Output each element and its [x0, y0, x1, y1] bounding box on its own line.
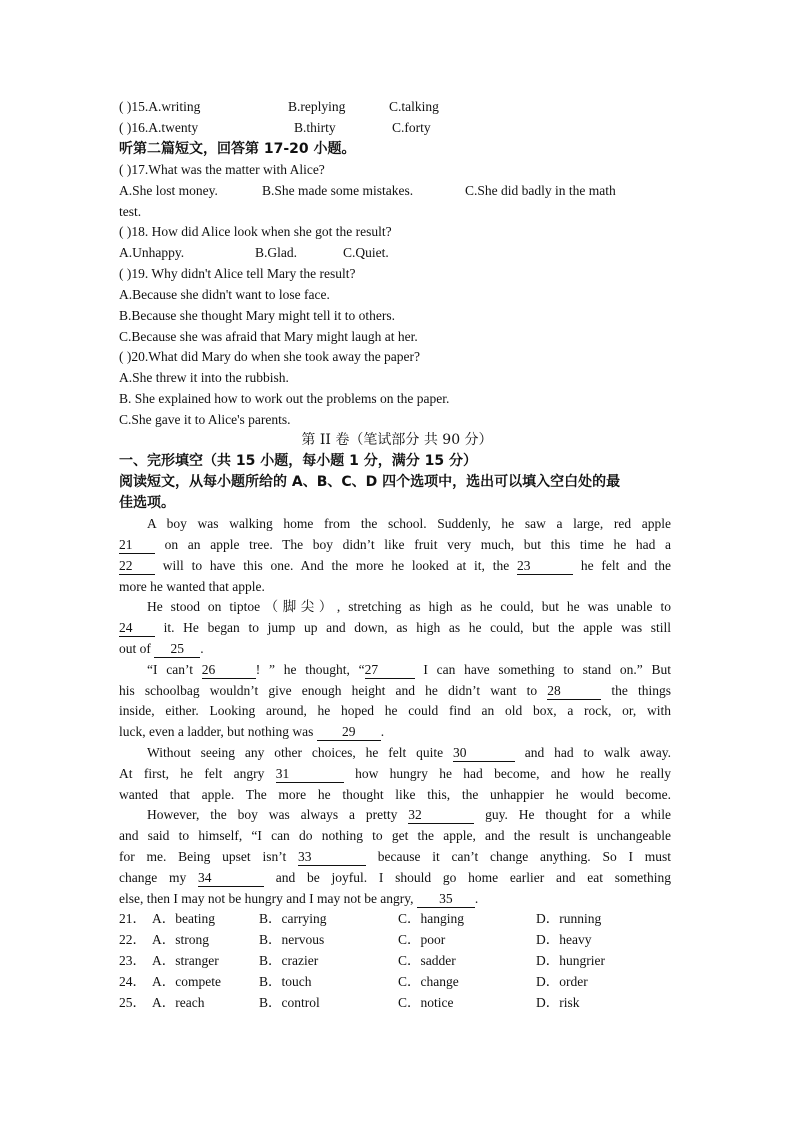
option-number: 21． [119, 911, 146, 926]
passage-line: else, then I may not be hungry and I may not be angry, 35 . [119, 891, 479, 906]
question-17-options [119, 181, 616, 201]
blank-26: 26 [202, 662, 256, 679]
question-20-stem: ( )20.What did Mary do when she took away the paper? [119, 349, 421, 364]
option-a: A.She threw it into the rubbish. [119, 370, 289, 385]
passage-line: 22 will to have this one. And the more he looked at it, the 23 he felt and the [119, 558, 671, 573]
option-a: A．reach [152, 995, 205, 1010]
option-b: B.replying [288, 99, 346, 114]
passage-line: wanted that apple. The more he thought like this, the unhappier he would become. [119, 787, 671, 802]
section-title: 第 II 卷（笔试部分 共 90 分） [301, 432, 493, 448]
option-number: 25． [119, 995, 146, 1010]
option-a: A．strong [152, 932, 209, 947]
option-a: A.Because she didn't want to lose face. [119, 287, 330, 302]
passage-line: more he wanted that apple. [119, 579, 265, 594]
passage-line: and said to himself, “I can do nothing to get the apple, and the result is unchangeable [119, 828, 671, 843]
passage-line: out of 25 . [119, 641, 204, 656]
blank-32: 32 [408, 807, 474, 824]
option-c: C.Because she was afraid that Mary might laugh at her. [119, 329, 418, 344]
option-number: 22． [119, 932, 146, 947]
option-b: B．carrying [259, 911, 327, 926]
blank-23: 23 [517, 558, 573, 575]
blank-22: 22 [119, 558, 155, 575]
options-row-21 [119, 909, 602, 929]
option-b: B．touch [259, 974, 312, 989]
question-number: ( )15. [119, 99, 149, 114]
blank-31: 31 [276, 766, 344, 783]
option-c: C.She did badly in the math [465, 183, 616, 198]
blank-25: 25 [154, 641, 200, 658]
option-d: D．running [536, 911, 602, 926]
question-19-stem: ( )19. Why didn't Alice tell Mary the result? [119, 266, 356, 281]
option-c: C.She gave it to Alice's parents. [119, 412, 291, 427]
option-c: C．poor [398, 932, 446, 947]
option-b: B.thirty [294, 120, 336, 135]
option-b: B.Glad. [255, 245, 297, 260]
passage-line: At first, he felt angry 31 how hungry he had become, and how he really [119, 766, 672, 781]
option-b: B. She explained how to work out the problems on the paper. [119, 391, 450, 406]
option-b: B.Because she thought Mary might tell it to others. [119, 308, 395, 323]
instruction: 阅读短文，从每小题所给的 A、B、C、D 四个选项中，选出可以填入空白处的最 [119, 474, 621, 490]
options-row-23 [119, 951, 605, 971]
option-c: C．change [398, 974, 459, 989]
option-a: A.writing [148, 99, 201, 114]
passage-line: for me. Being upset isn’t 33 because it can’t change anything. So I must [119, 849, 672, 864]
option-d: D．hungrier [536, 953, 605, 968]
question-18-options [119, 243, 389, 263]
option-number: 24． [119, 974, 146, 989]
option-a: A．beating [152, 911, 215, 926]
passage-line: “I can’t 26 ! ” he thought, “27 I can have something to stand on.” But [147, 662, 671, 677]
blank-34: 34 [198, 870, 264, 887]
blank-28: 28 [547, 683, 601, 700]
passage-line: A boy was walking home from the school. Suddenly, he saw a large, red apple [147, 516, 671, 531]
passage-line: inside, either. Looking around, he hoped he could find an old box, a rock, or, with [119, 703, 671, 718]
passage-line: change my 34 and be joyful. I should go home earlier and eat something [119, 870, 671, 885]
part-title: 一、完形填空（共 15 小题，每小题 1 分，满分 15 分） [119, 453, 477, 469]
option-b: B．nervous [259, 932, 325, 947]
question-18-stem: ( )18. How did Alice look when she got the result? [119, 224, 392, 239]
question-15 [119, 97, 439, 117]
options-row-22 [119, 930, 592, 950]
passage-line: 21 on an apple tree. The boy didn’t like fruit very much, but this time he had a [119, 537, 671, 552]
blank-27: 27 [365, 662, 415, 679]
option-a: A．compete [152, 974, 221, 989]
options-row-24 [119, 972, 588, 992]
option-a: A．stranger [152, 953, 219, 968]
passage-line: However, the boy was always a pretty 32 guy. He thought for a while [147, 807, 671, 822]
passage-line: Without seeing any other choices, he felt quite 30 and had to walk away. [147, 745, 671, 760]
option-number: 23． [119, 953, 146, 968]
option-c: C.talking [389, 99, 439, 114]
options-row-25 [119, 993, 580, 1013]
option-c-continuation: test. [119, 204, 142, 219]
passage-line: 24 it. He began to jump up and down, as high as he could, but the apple was still [119, 620, 671, 635]
option-d: D．order [536, 974, 588, 989]
blank-29: 29 [317, 724, 381, 741]
option-d: D．risk [536, 995, 580, 1010]
option-c: C．sadder [398, 953, 456, 968]
option-c: C.forty [392, 120, 431, 135]
blank-33: 33 [298, 849, 366, 866]
question-16 [119, 118, 431, 138]
option-a: A.She lost money. [119, 183, 218, 198]
section-heading: 听第二篇短文，回答第 17-20 小题。 [119, 141, 356, 157]
blank-35: 35 [417, 891, 475, 908]
option-d: D．heavy [536, 932, 592, 947]
option-c: C.Quiet. [343, 245, 389, 260]
option-b: B.She made some mistakes. [262, 183, 414, 198]
passage-line: He stood on tiptoe（脚尖）, stretching as high as he could, but he was unable to [147, 599, 671, 614]
passage-line: luck, even a ladder, but nothing was 29 . [119, 724, 385, 739]
option-a: A.Unhappy. [119, 245, 185, 260]
question-number: ( )16. [119, 120, 149, 135]
blank-30: 30 [453, 745, 515, 762]
instruction-cont: 佳选项。 [119, 495, 175, 511]
option-a: A.twenty [148, 120, 199, 135]
option-b: B．control [259, 995, 320, 1010]
option-b: B．crazier [259, 953, 319, 968]
question-17-stem: ( )17.What was the matter with Alice? [119, 162, 325, 177]
blank-21: 21 [119, 537, 155, 554]
option-c: C．notice [398, 995, 454, 1010]
passage-line: his schoolbag wouldn’t give enough height and he didn’t want to 28 the things [119, 683, 672, 698]
option-c: C．hanging [398, 911, 464, 926]
blank-24: 24 [119, 620, 155, 637]
